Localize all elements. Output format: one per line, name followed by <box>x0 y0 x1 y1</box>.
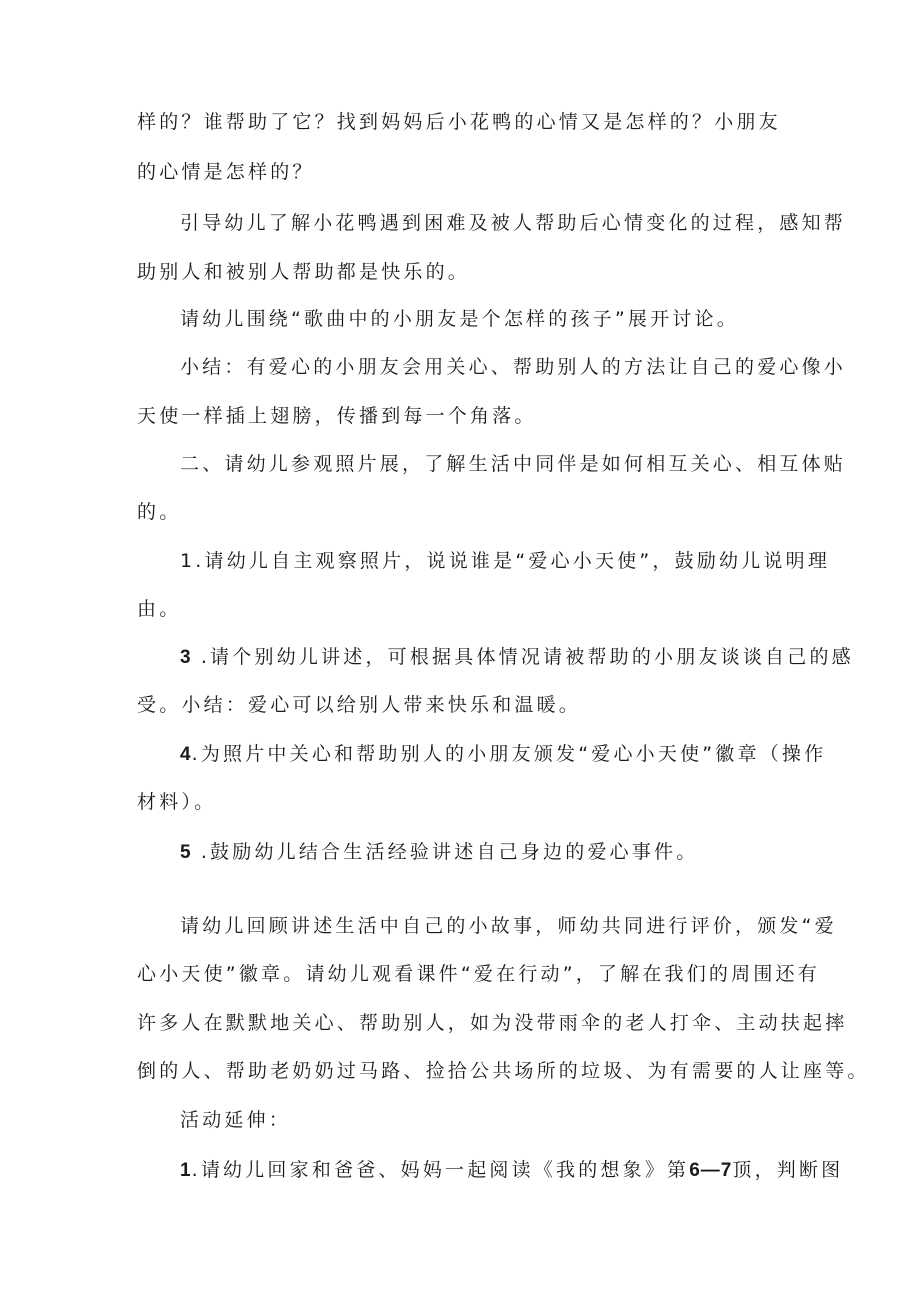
list-item-3 <box>180 645 854 670</box>
list-number: 3 <box>180 647 192 668</box>
list-number: 5 <box>180 842 192 863</box>
page-range: 6—7 <box>689 1160 733 1181</box>
list-item-4 <box>180 742 826 767</box>
paragraph-line: 由。 <box>137 598 182 620</box>
list-item-text: .鼓励幼儿结合生活经验讲述自己身边的爱心事件。 <box>191 841 699 863</box>
paragraph-line: 1.请幼儿自主观察照片，说说谁是“爱心小天使”，鼓励幼儿说明理 <box>180 550 831 572</box>
paragraph-line: 倒的人、帮助老奶奶过马路、捡拾公共场所的垃圾、为有需要的人让座等。 <box>137 1060 870 1082</box>
list-item-text: .为照片中关心和帮助别人的小朋友颁发“爱心小天使”徽章（操作 <box>191 743 827 765</box>
paragraph-line: 请幼儿回顾讲述生活中自己的小故事，师幼共同进行评价，颁发“爱 <box>180 915 837 937</box>
paragraph-line: 心小天使”徽章。请幼儿观看课件“爱在行动”，了解在我们的周围还有 <box>137 963 820 985</box>
paragraph-line: 的。 <box>137 501 182 523</box>
paragraph-line: 样的？谁帮助了它？找到妈妈后小花鸭的心情又是怎样的？小朋友 <box>137 111 781 133</box>
list-item-text: .请个别幼儿讲述，可根据具体情况请被帮助的小朋友谈谈自己的感 <box>191 646 854 668</box>
paragraph-line: 请幼儿围绕“歌曲中的小朋友是个怎样的孩子”展开讨论。 <box>180 308 739 330</box>
paragraph-line: 材料）。 <box>137 791 217 813</box>
paragraph-line: 二、请幼儿参观照片展，了解生活中同伴是如何相互关心、相互体贴 <box>180 453 847 475</box>
paragraph-line: 受。小结：爱心可以给别人带来快乐和温暖。 <box>137 694 582 716</box>
list-number: 1 <box>180 1160 192 1181</box>
paragraph-line: 许多人在默默地关心、帮助别人，如为没带雨伞的老人打伞、主动扶起摔 <box>137 1012 848 1034</box>
section-heading: 活动延伸： <box>180 1109 292 1131</box>
paragraph-line: 助别人和被别人帮助都是快乐的。 <box>137 261 471 283</box>
list-item-5 <box>180 840 698 865</box>
list-item-text: 顶，判断图 <box>732 1159 844 1181</box>
paragraph-line: 天使一样插上翅膀，传播到每一个角落。 <box>137 405 537 427</box>
list-number: 4 <box>180 744 192 765</box>
paragraph-line: 小结：有爱心的小朋友会用关心、帮助别人的方法让自己的爱心像小 <box>180 356 847 378</box>
paragraph-line: 引导幼儿了解小花鸭遇到困难及被人帮助后心情变化的过程，感知帮 <box>180 212 847 234</box>
paragraph-line: 的心情是怎样的？ <box>137 161 315 183</box>
list-item-text: .请幼儿回家和爸爸、妈妈一起阅读《我的想象》第 <box>191 1159 690 1181</box>
list-item-ext-1 <box>180 1158 843 1183</box>
